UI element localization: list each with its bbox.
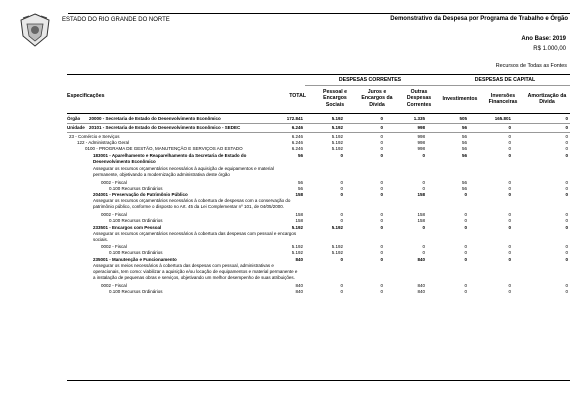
table-top-rule [67,74,570,75]
state-name: ESTADO DO RIO GRANDE DO NORTE [62,17,170,23]
header-capital-expenses: DESPESAS DE CAPITAL [474,77,536,83]
table-row: 0.100 Recursos Ordinários 5.192 5.192 0 0 0 0 0 [109,250,568,255]
header-personal: Pessoal e Encargos Sociais [323,89,347,108]
row-rule [67,123,570,124]
header-investments: Investimentos [442,96,478,102]
table-row: Órgão 20000 - Secretaria de Estado do Desenvolvimento Econômico 172.841 5.192 0 1.335 505 165.801 0 [67,116,568,121]
action-title: 183001 - Aparelhamento e Reaparelhamento da Secretaria de Estado do Desenvolvimento Econômico [93,153,247,164]
report-title: Demonstrativo da Despesa por Programa de Trabalho e Órgão [390,16,568,22]
table-row: 0.100 Recursos Ordinários 56 0 0 0 56 0 0 [109,186,568,191]
table-row: 0002 - Fiscal 5.192 5.192 0 0 0 0 0 [101,244,568,249]
currency-unit: R$ 1.000,00 [533,46,566,52]
table-row: 0.100 Recursos Ordinários 840 0 0 840 0 0 0 [109,289,568,294]
table-row: 0.100 Recursos Ordinários 158 0 0 158 0 0 0 [109,218,568,223]
header-current-expenses: DESPESAS CORRENTES [338,77,402,83]
base-year: Ano Base: 2019 [521,36,566,42]
header-total: TOTAL [289,93,306,99]
row-rule [67,132,570,133]
state-crest-icon [17,12,53,48]
action-description: Assegurar os recursos orçamentários necessários à aquisição de equipamentos e material permanente, objetivando a modernização administrativa deste órgão [93,166,274,177]
table-row: 0002 - Fiscal 840 0 0 840 0 0 0 [101,283,568,288]
table-row: 0100 - PROGRAMA DE GESTÃO, MANUTENÇÃO E SERVIÇOS AO ESTADO 6.246 5.192 0 998 56 0 0 [85,146,568,151]
group-rule [305,85,570,86]
header-other-current: Outras Despesas Correntes [406,89,432,108]
header-interest: Juros e Encargos da Dívida [361,89,393,108]
header-bottom-rule [67,113,570,114]
table-row: Unidade 20101 - Secretaria de Estado do Desenvolvimento Econômico - SEDEC 6.246 5.192 0 998 56 0 0 [67,125,568,130]
table-row: 56 0 0 0 56 0 0 [297,153,568,158]
table-row: 23 - Comércio e Serviços 6.246 5.192 0 998 56 0 0 [69,134,568,139]
footer-rule [67,380,570,381]
table-row: 122 - Administração Geral 6.246 5.192 0 998 56 0 0 [77,140,568,145]
top-rule [68,13,570,14]
table-row: 235001 - Manutenção e Funcionamento 840 0 0 840 0 0 0 [93,257,568,262]
table-row: 0002 - Fiscal 56 0 0 0 56 0 0 [101,180,568,185]
header-financial: Inversões Financeiras [488,93,518,106]
header-specifications: Especificações [67,93,105,99]
table-row: 0002 - Fiscal 158 0 0 158 0 0 0 [101,212,568,217]
action-description: Assegurar os recursos orçamentários necessários à cobertura das despesas com pessoal e encargos sociais. [93,231,297,242]
table-row: 204001 - Preservação do Patrimônio Público 158 0 0 158 0 0 0 [93,192,568,197]
action-description: Assegurar os meios necessários à cobertura das despesas com pessoal, administrativas e operacionais, tem como: viabilizar a aquisição e/ou locação de equipamentos e material permanente e a instalação de pequenas obras e serviços, objetivando um melhor desempenho de suas atribuições. [93,263,298,280]
action-description: Assegurar os recursos orçamentários necessários à cobertura de despesas com a conservação do patrimônio público, conforme o disposto no Art. 45 da Lei Complementar nº 101, de 04/05/2000. [93,198,291,209]
header-amortization: Amortização da Dívida [527,93,567,106]
funding-source: Recursos de Todas as Fontes [495,63,567,69]
table-row: 233501 - Encargos com Pessoal 5.192 5.192 0 0 0 0 0 [93,225,568,230]
